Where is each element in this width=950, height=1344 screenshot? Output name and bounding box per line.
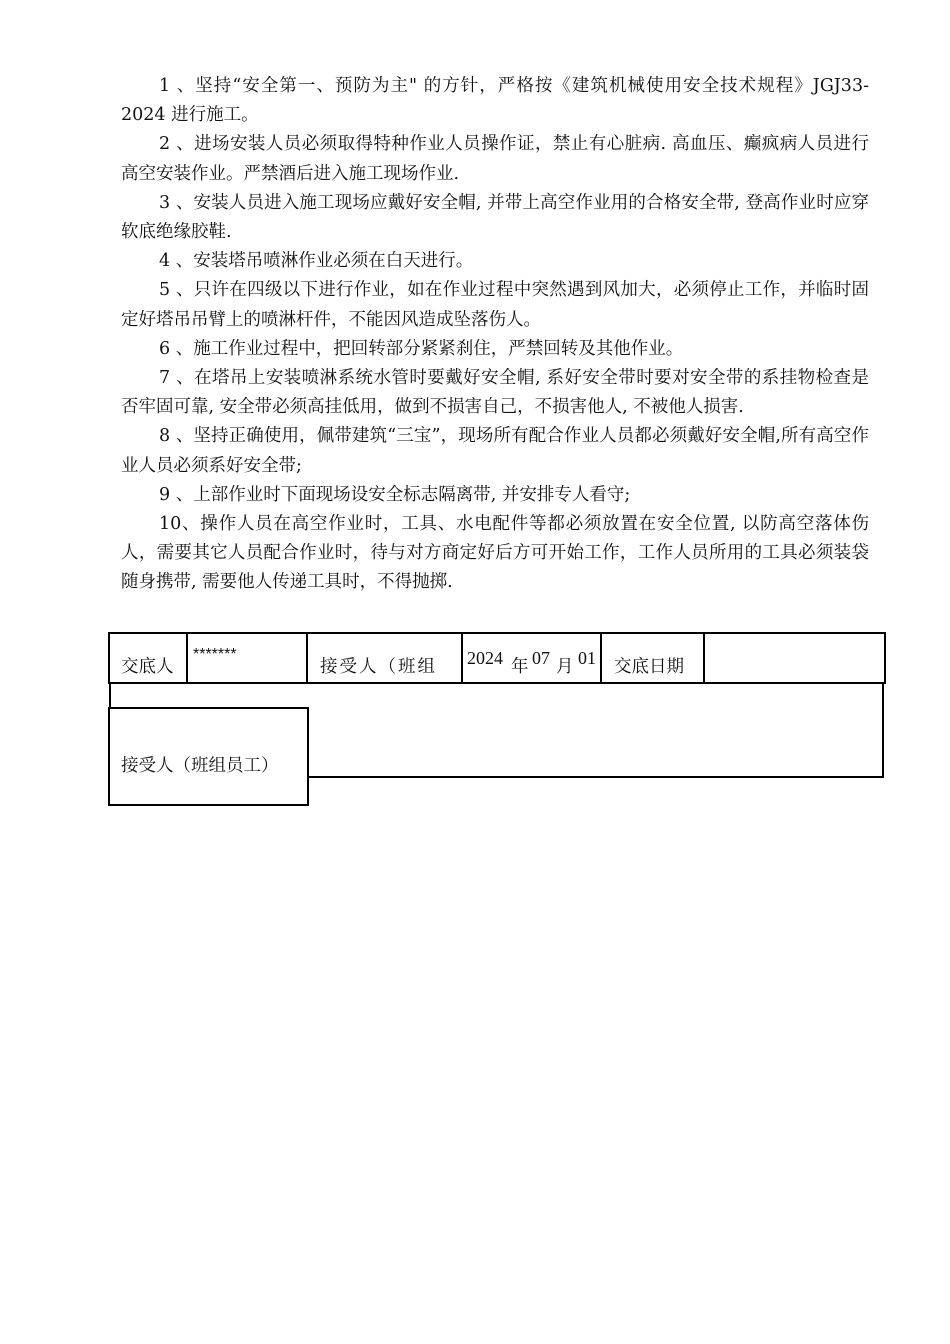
document-body (121, 72, 869, 598)
date-month-char: 月 (556, 657, 574, 677)
date-label: 交底日期 (614, 657, 684, 677)
table-line (108, 707, 110, 806)
table-line (108, 707, 309, 709)
paragraph-3: 3 、安装人员进入施工现场应戴好安全帽, 并带上高空作业用的合格安全带, 登高作业时应穿软底绝缘胶鞋. (121, 192, 869, 243)
paragraph-10: 10、操作人员在高空作业时，工具、水电配件等都必须放置在安全位置, 以防高空落体伤人，需要其它人员配合作业时，待与对方商定好后方可开始工作，工作人员所用的工具必须装袋随身携带, 需要他人传递工具时，不得抛掷. (121, 514, 869, 593)
paragraph-7: 7 、在塔吊上安装喷淋系统水管时要戴好安全帽, 系好安全带时要对安全带的系挂物检查是否牢固可靠, 安全带必须高挂低用，做到不损害自己，不损害他人, 不被他人损害. (121, 368, 869, 418)
table-line (307, 707, 309, 806)
table-line (108, 632, 886, 634)
table-line (461, 632, 463, 684)
table-line (308, 776, 884, 778)
date-day: 01 (578, 648, 596, 668)
paragraph-5: 5 、只许在四级以下进行作业，如在作业过程中突然遇到风加大，必须停止工作，并临时固定好塔吊吊臂上的喷淋杆件，不能因风造成坠落伤人。 (121, 280, 869, 330)
discloser-value: ******* (193, 646, 237, 663)
paragraph-9: 9 、上部作业时下面现场设安全标志隔离带, 并安排专人看守; (159, 484, 631, 505)
paragraph-2: 2 、进场安装人员必须取得特种作业人员操作证，禁止有心脏病. 高血压、癫疯病人员进行高空安装作业。严禁酒后进入施工现场作业. (121, 134, 869, 184)
receiver-team-label: 接受人（班组 (320, 657, 437, 677)
date-year: 2024 (467, 648, 503, 668)
table-line (108, 632, 110, 684)
table-line (882, 682, 884, 778)
date-year-char: 年 (511, 657, 529, 677)
paragraph-1: 1 、坚持“安全第一、预防为主" 的方针，严格按《建筑机械使用安全技术规程》JGJ33-2024 进行施工。 (121, 76, 869, 126)
paragraph-8: 8 、坚持正确使用，佩带建筑“三宝”，现场所有配合作业人员都必须戴好安全帽,所有高空作业人员必须系好安全带; (121, 426, 869, 476)
table-line (600, 632, 602, 684)
date-month: 07 (532, 648, 550, 668)
table-line (108, 682, 886, 684)
receiver-staff-label: 接受人（班组员工） (121, 756, 279, 776)
table-line (306, 632, 308, 684)
discloser-label: 交底人 (121, 657, 174, 677)
paragraph-4: 4 、安装塔吊喷淋作业必须在白天进行。 (159, 251, 474, 272)
table-line (109, 682, 111, 708)
table-line (884, 632, 886, 684)
paragraph-6: 6 、施工作业过程中，把回转部分紧紧刹住，严禁回转及其他作业。 (159, 338, 684, 359)
table-line (186, 632, 188, 684)
table-line (703, 632, 705, 684)
table-line (108, 804, 309, 806)
